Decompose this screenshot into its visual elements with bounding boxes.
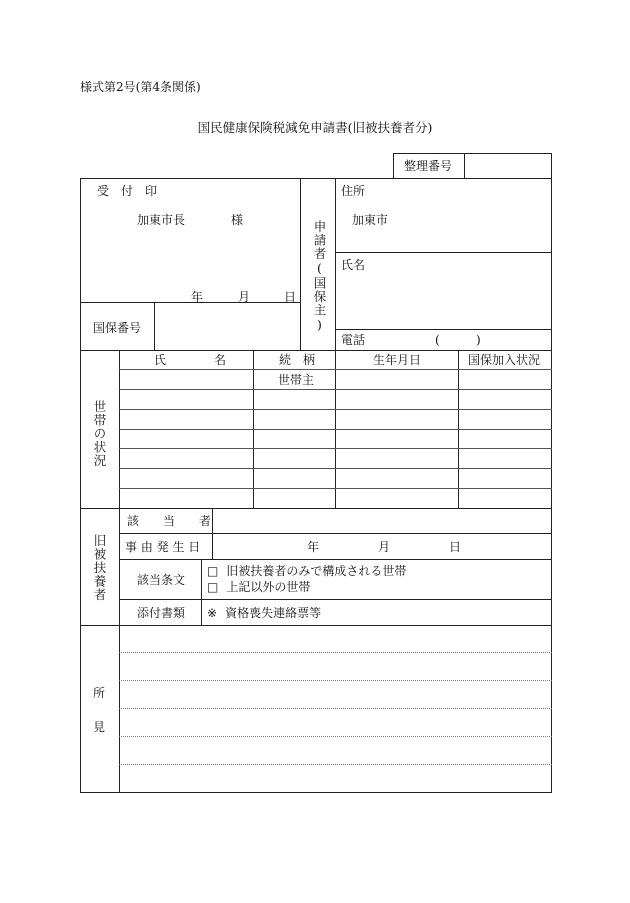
tenpu-shorui-value bbox=[207, 606, 321, 620]
option-2-label: 上記以外の世帯 bbox=[226, 580, 311, 594]
address-value[interactable]: 加東市 bbox=[352, 213, 389, 227]
tenpu-value-text: 資格喪失連絡票等 bbox=[225, 606, 322, 620]
col-header-name: 氏 名 bbox=[154, 353, 227, 367]
former-dependant-section-label: 旧被扶養者 bbox=[92, 534, 107, 602]
option-other-household[interactable] bbox=[207, 580, 310, 594]
col-header-relation: 続 柄 bbox=[279, 353, 316, 367]
document-title: 国民健康保険税減免申請書(旧被扶養者分) bbox=[197, 120, 433, 135]
tenpu-shorui-label: 添付書類 bbox=[137, 606, 186, 620]
date-nen: 年 bbox=[191, 290, 204, 304]
form-number: 様式第2号(第4条関係) bbox=[80, 80, 201, 94]
jiyuu-hi: 日 bbox=[449, 540, 462, 554]
household-section-label: 世帯の状況 bbox=[92, 400, 107, 468]
col-header-kokuho-status: 国保加入状況 bbox=[468, 353, 541, 367]
sama-label: 様 bbox=[231, 213, 244, 227]
relation-head-of-household: 世帯主 bbox=[278, 373, 315, 387]
jiyuu-tsuki: 月 bbox=[378, 540, 391, 554]
gaitou-joubun-label: 該当条文 bbox=[137, 573, 186, 587]
date-tsuki: 月 bbox=[238, 290, 251, 304]
address-label: 住所 bbox=[341, 184, 366, 198]
phone-paren-open: ( bbox=[435, 333, 440, 347]
seiri-bangou-label: 整理番号 bbox=[404, 159, 453, 173]
jiyuu-nen: 年 bbox=[307, 540, 320, 554]
gaitousha-field[interactable] bbox=[216, 511, 549, 531]
shoken-field[interactable] bbox=[122, 628, 549, 790]
option-only-former-dependants[interactable] bbox=[207, 564, 406, 578]
kokuho-bangou-field[interactable] bbox=[158, 306, 297, 346]
col-header-birthdate: 生年月日 bbox=[373, 353, 422, 367]
name-label: 氏名 bbox=[341, 258, 366, 272]
shoken-label-1: 所 bbox=[93, 686, 106, 700]
applicant-vertical-label: 申請者(国保主) bbox=[312, 220, 327, 333]
phone-paren-close: ) bbox=[476, 333, 481, 347]
option-1-label: 旧被扶養者のみで構成される世帯 bbox=[226, 564, 407, 578]
kokuho-bangou-label: 国保番号 bbox=[93, 321, 142, 335]
gaitousha-label: 該 当 者 bbox=[127, 514, 212, 528]
checkbox-icon[interactable]: □ bbox=[207, 580, 219, 594]
addressee-label: 加東市長 bbox=[137, 213, 186, 227]
kome-mark: ※ bbox=[207, 606, 218, 620]
checkbox-icon[interactable]: □ bbox=[207, 564, 219, 578]
uketsuke-in-label: 受 付 印 bbox=[97, 184, 158, 198]
jiyuu-hasseibi-label: 事 由 発 生 日 bbox=[125, 540, 201, 554]
phone-label: 電話 bbox=[341, 333, 366, 347]
shoken-label-2: 見 bbox=[93, 720, 106, 734]
date-hi: 日 bbox=[284, 290, 297, 304]
seiri-bangou-field[interactable] bbox=[467, 156, 549, 176]
